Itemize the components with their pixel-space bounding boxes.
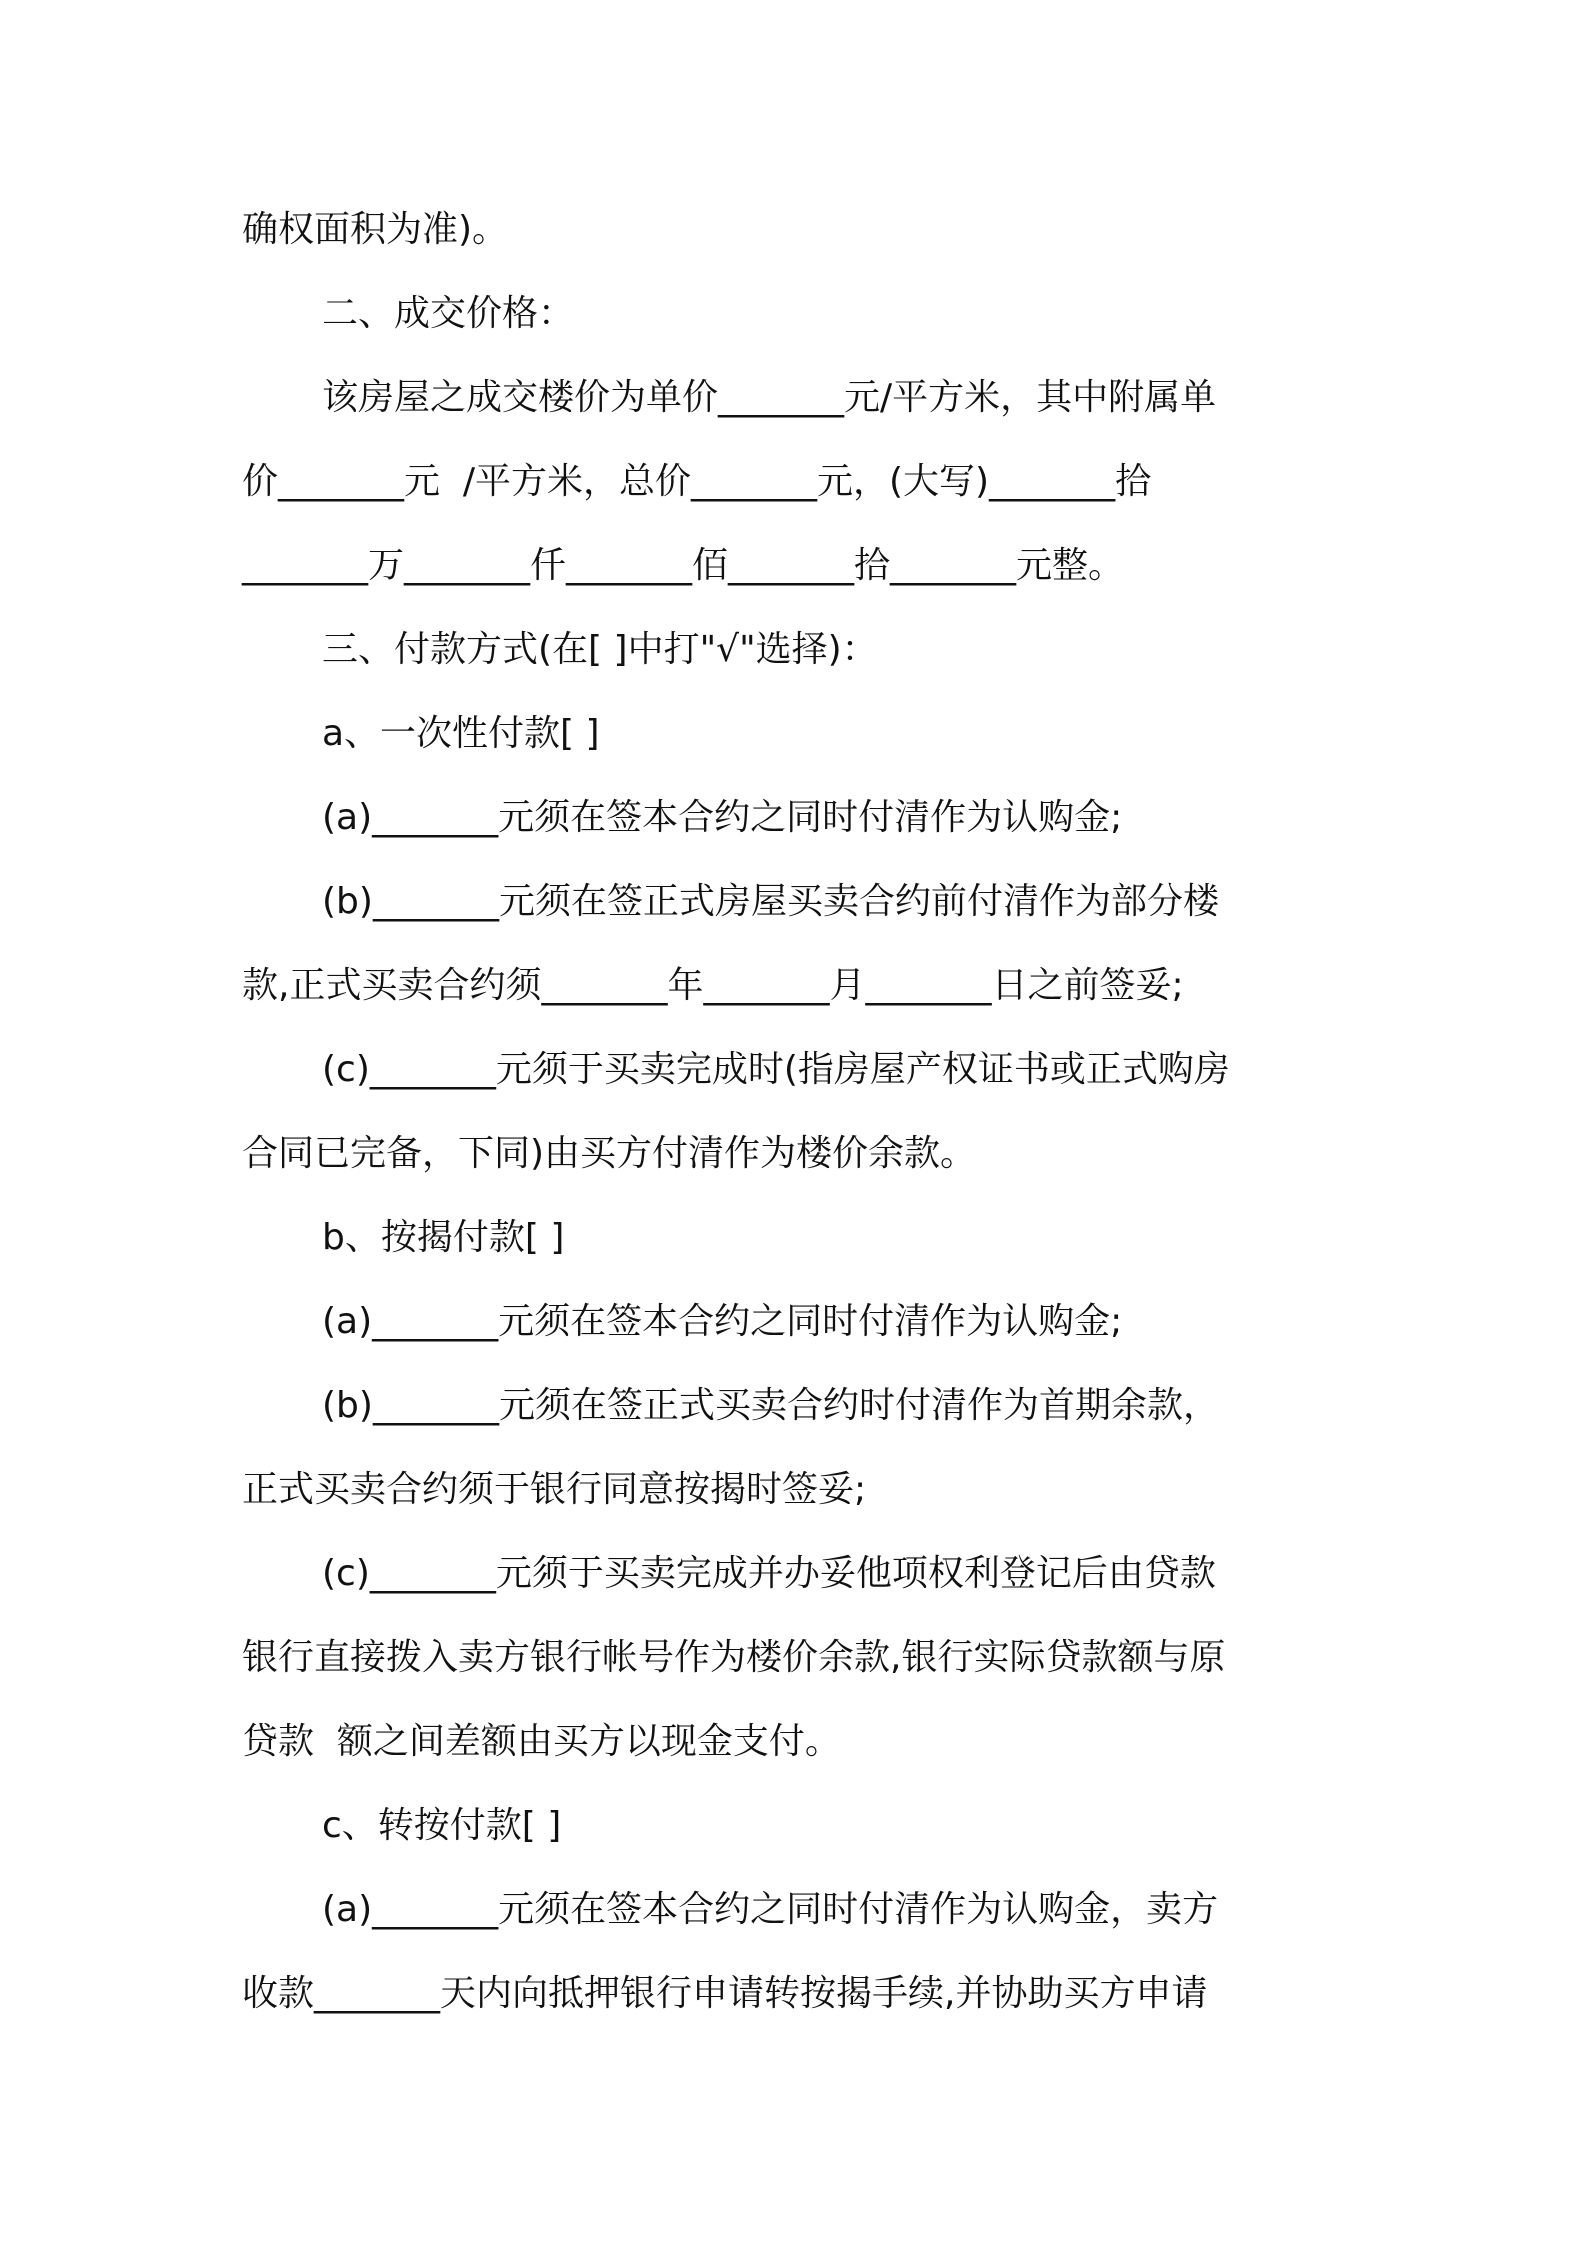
text-line: (a)_______元须在签本合约之同时付清作为认购金; [322, 797, 1123, 838]
text-line: (a)_______元须在签本合约之同时付清作为认购金; [322, 1301, 1123, 1342]
text-line: (a)_______元须在签本合约之同时付清作为认购金，卖方 [322, 1889, 1219, 1930]
text-line: 款,正式买卖合约须_______年_______月_______日之前签妥; [242, 965, 1184, 1006]
text-line: 收款_______天内向抵押银行申请转按揭手续,并协助买方申请 [242, 1973, 1208, 2014]
text-line: 该房屋之成交楼价为单价_______元/平方米，其中附属单 [322, 377, 1217, 418]
text-line: 正式买卖合约须于银行同意按揭时签妥; [242, 1469, 867, 1510]
subsection-heading-lump-sum: a、一次性付款[ ] [322, 713, 600, 754]
text-line: (c)_______元须于买卖完成并办妥他项权利登记后由贷款 [322, 1553, 1216, 1594]
section-heading-payment: 三、付款方式(在[ ]中打"√"选择)： [322, 629, 878, 670]
text-line: (c)_______元须于买卖完成时(指房屋产权证书或正式购房 [322, 1049, 1230, 1090]
section-heading-price: 二、成交价格： [322, 293, 575, 334]
text-line: 贷款 额之间差额由买方以现金支付。 [242, 1721, 841, 1762]
text-line: 银行直接拨入卖方银行帐号作为楼价余款,银行实际贷款额与原 [242, 1637, 1226, 1678]
subsection-heading-transfer-mortgage: c、转按付款[ ] [322, 1805, 562, 1846]
text-line: 价_______元 /平方米，总价_______元，(大写)_______拾 [242, 461, 1152, 502]
subsection-heading-mortgage: b、按揭付款[ ] [322, 1217, 565, 1258]
text-line: 合同已完备，下同)由买方付清作为楼价余款。 [242, 1133, 977, 1174]
text-line: _______万_______仟_______佰_______拾_______元整。 [242, 545, 1125, 586]
text-line: 确权面积为准)。 [242, 209, 509, 250]
text-line: (b)_______元须在签正式买卖合约时付清作为首期余款， [322, 1385, 1219, 1426]
text-line: (b)_______元须在签正式房屋买卖合约前付清作为部分楼 [322, 881, 1219, 922]
